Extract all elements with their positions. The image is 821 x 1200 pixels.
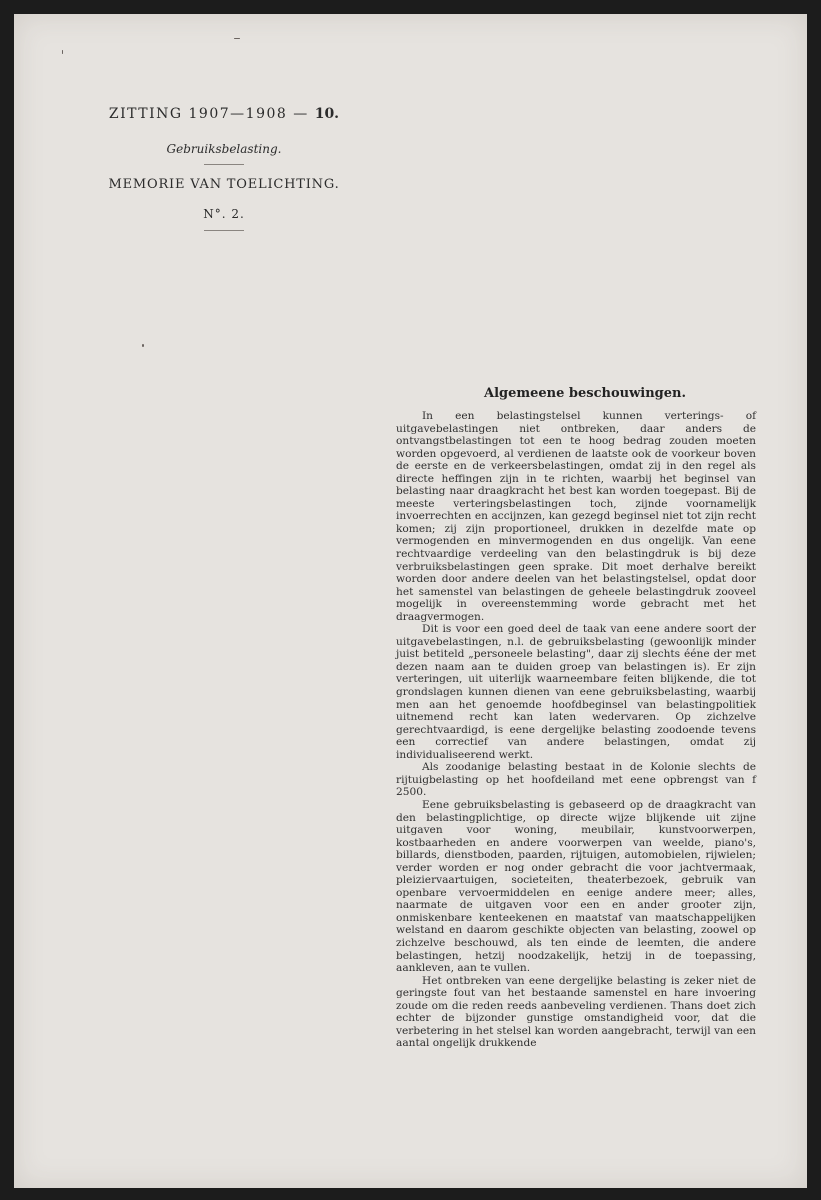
session-number: 10. — [314, 106, 340, 122]
session-label: ZITTING 1907—1908 — — [108, 106, 309, 122]
paper-speck — [62, 50, 63, 54]
divider-rule — [204, 230, 244, 231]
body-text — [396, 410, 756, 1050]
paragraph: Als zoodanige belasting bestaat in de Kolonie slechts de rijtuigbelasting op het hoofdeiland met eene opbrengst van f 2500. — [396, 761, 756, 799]
paragraph: Dit is voor een goed deel de taak van eene andere soort der uitgavebelastingen, n.l. de gebruiksbelasting (gewoonlijk minder juist betiteld „personeele belasting", daar zij slechts ééne der met dezen naam aan te duiden groep van belastingen is). Er zijn verteringen, uit uiterlijk waarneembare feiten blijkende, die tot grondslagen kunnen dienen van eene gebruiksbelasting, waarbij men aan het genoemde hoofdbeginsel van belastingpolitiek uitnemend recht kan laten wedervaren. Op zichzelve gerechtvaardigd, is eene dergelijke belasting zoodoende tevens een correctief van andere belastingen, omdat zij individualiseerend werkt. — [396, 623, 756, 761]
paragraph: In een belastingstelsel kunnen verterings- of uitgavebelastingen niet ontbreken, daar anders de ontvangstbelastingen tot een te hoog bedrag zouden moeten worden opgevoerd, al verdienen de laatste ook de voorkeur boven de eerste en de verkeersbelastingen, omdat zij in den regel als directe heffingen zijn in te richten, waarbij het beginsel van belasting naar draagkracht het best kan worden toegepast. Bij de meeste verteringsbelastingen toch, zijnde voornamelijk invoerrechten en accijnzen, kan gezegd beginsel niet tot zijn recht komen; zij zijn proportioneel, drukken in dezelfde mate op vermogenden en minvermogenden en dus ongelijk. Van eene rechtvaardige verdeeling van den belastingdruk is bij deze verbruiksbelastingen geen sprake. Dit moet derhalve bereikt worden door andere deelen van het belastingstelsel, opdat door het samenstel van belastingen de geheele belastingdruk zooveel mogelijk in overeenstemming worde gebracht met het draagvermogen. — [396, 410, 756, 623]
section-heading: Algemeene beschouwingen. — [483, 386, 687, 401]
paper-speck — [142, 344, 144, 347]
paper-speck — [234, 38, 240, 39]
divider-rule — [204, 164, 244, 165]
paragraph: Eene gebruiksbelasting is gebaseerd op de draagkracht van den belastingplichtige, op directe wijze blijkende uit zijne uitgaven voor woning, meubilair, kunstvoorwerpen, kostbaarheden en andere voorwerpen van weelde, piano's, billards, dienstboden, paarden, rijtuigen, automobielen, rijwielen; verder worden er nog onder gebracht die voor jachtvermaak, pleiziervaartuigen, societeiten, theaterbezoek, gebruik van openbare vervoermiddelen en eenige andere meer; alles, naarmate de uitgaven voor een en ander grooter zijn, onmiskenbare kenteekenen en maatstaf van maatschappelijken welstand en daarom geschikte objecten van belasting, zoowel op zichzelve beschouwd, als ten einde de leemten, die andere belastingen, hetzij noodzakelijk, hetzij in de toepassing, aankleven, aan te vullen. — [396, 798, 756, 975]
document-number: N°. 2. — [203, 207, 245, 221]
document-page — [14, 14, 807, 1188]
document-subject: Gebruiksbelasting. — [166, 142, 282, 156]
document-title: MEMORIE VAN TOELICHTING. — [108, 177, 340, 192]
paragraph: Het ontbreken van eene dergelijke belasting is zeker niet de geringste fout van het bestaande samenstel en hare invoering zoude om die reden reeds aanbeveling verdienen. Thans doet zich echter de bijzonder gunstige omstandigheid voor, dat die verbetering in het stelsel kan worden aangebracht, terwijl van een aantal ongelijk drukkende — [396, 974, 756, 1050]
session-line — [94, 106, 354, 122]
